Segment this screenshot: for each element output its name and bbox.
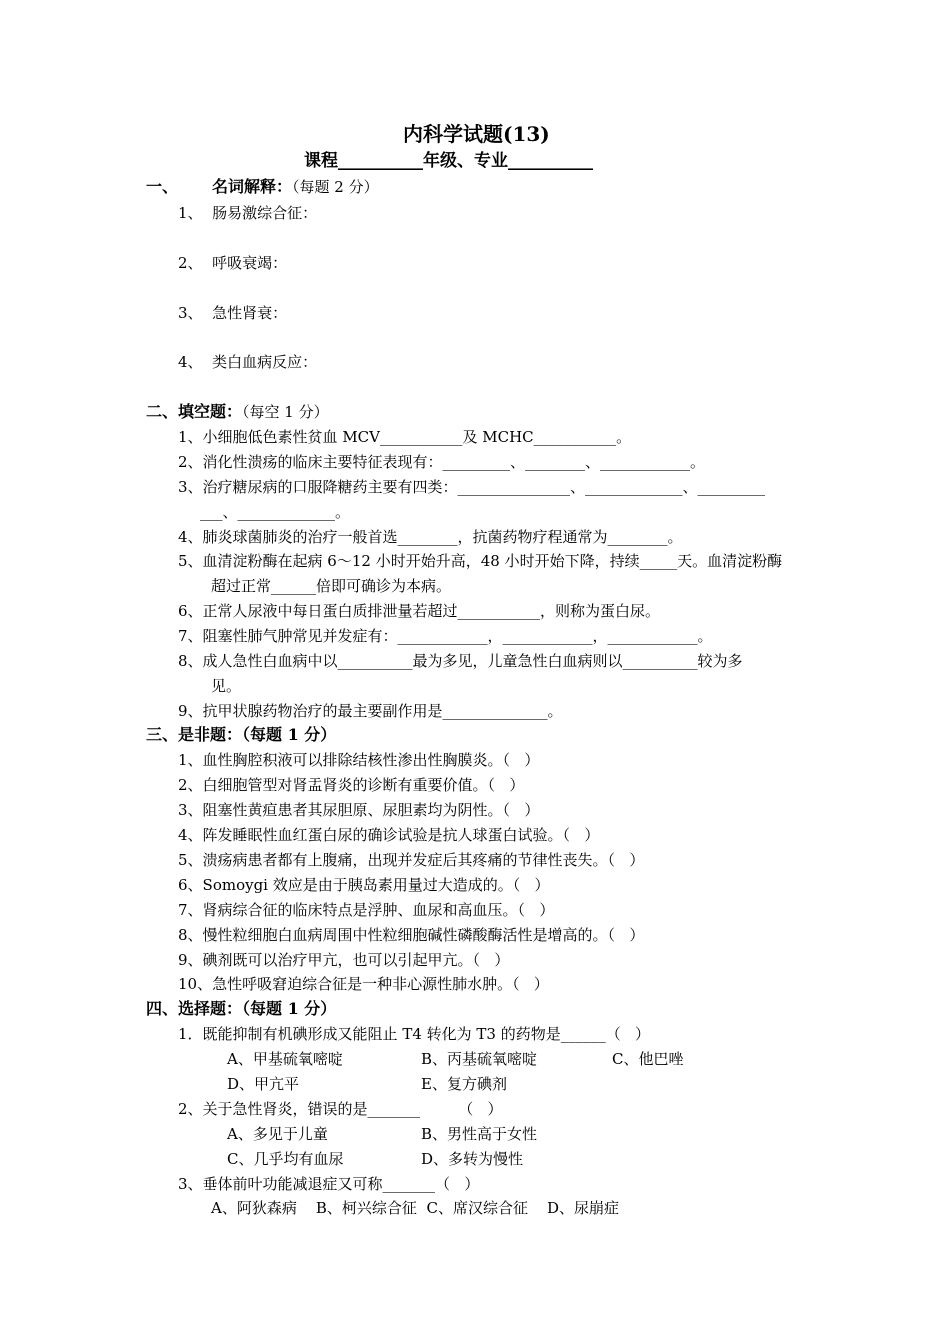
section4-title: 四、选择题： (146, 999, 243, 1018)
fill-question: 6、正常人尿液中每日蛋白质排泄量若超过___________，则称为蛋白尿。 (178, 602, 661, 620)
section1-item: 3、 急性肾衰： (178, 304, 288, 322)
true-false-question: 10、急性呼吸窘迫综合征是一种非心源性肺水肿。（ ） (178, 975, 549, 993)
section2-heading (146, 402, 329, 422)
section1-note: （每题 2 分） (292, 178, 379, 196)
section3-note: （每题 1 分） (242, 725, 337, 744)
fill-question-cont: 见。 (211, 677, 242, 695)
choice-options-row: A、阿狄森病 B、柯兴综合征 C、席汉综合征 D、尿崩症 (211, 1199, 620, 1217)
section1-heading (212, 177, 379, 197)
true-false-question: 6、Somoygi 效应是由于胰岛素用量过大造成的。（ ） (178, 876, 550, 894)
choice-option: D、甲亢平 (227, 1075, 300, 1093)
section1-number: 一、 (146, 177, 179, 196)
fill-question-cont: 超过正常______倍即可确诊为本病。 (211, 577, 452, 595)
section2-note: （每空 1 分） (242, 403, 329, 421)
choice-question-stem: 1．既能抑制有机碘形成又能阻止 T4 转化为 T3 的药物是______（ ） (178, 1025, 651, 1043)
choice-option: E、复方碘剂 (421, 1075, 507, 1093)
choice-question-stem: 3、垂体前叶功能减退症又可称_______（ ） (178, 1175, 480, 1193)
course-grade-line: 课程__________年级、专业__________ (304, 151, 593, 171)
choice-option: B、丙基硫氧嘧啶 (421, 1050, 538, 1068)
choice-question-stem: 2、关于急性肾炎，错误的是_______ （ ） (178, 1100, 503, 1118)
fill-question: 4、肺炎球菌肺炎的治疗一般首选________，抗菌药物疗程通常为________。 (178, 528, 683, 546)
choice-option: A、多见于儿童 (227, 1125, 328, 1143)
true-false-question: 3、阻塞性黄疸患者其尿胆原、尿胆素均为阴性。（ ） (178, 801, 540, 819)
fill-question: 9、抗甲状腺药物治疗的最主要副作用是______________。 (178, 702, 563, 720)
section1-item: 4、 类白血病反应： (178, 353, 318, 371)
choice-option: D、多转为慢性 (421, 1150, 524, 1168)
section2-title: 二、填空题： (146, 402, 243, 421)
choice-option: B、男性高于女性 (421, 1125, 538, 1143)
fill-question: 7、阻塞性肺气肿常见并发症有：____________，____________，____________。 (178, 627, 713, 645)
fill-question: 2、消化性溃疡的临床主要特征表现有：_________、________、____________。 (178, 453, 706, 471)
section3-title: 三、是非题： (146, 725, 243, 744)
true-false-question: 9、碘剂既可以治疗甲亢，也可以引起甲亢。（ ） (178, 951, 510, 969)
choice-option: C、他巴唑 (612, 1050, 684, 1068)
choice-option: C、几乎均有血尿 (227, 1150, 344, 1168)
section4-note: （每题 1 分） (242, 999, 337, 1018)
section4-heading (146, 999, 336, 1019)
section3-heading (146, 725, 336, 745)
fill-question-cont: ___、_____________。 (200, 503, 351, 521)
section1-item: 1、 肠易激综合征： (178, 204, 318, 222)
true-false-question: 4、阵发睡眠性血红蛋白尿的确诊试验是抗人球蛋白试验。（ ） (178, 826, 600, 844)
true-false-question: 7、肾病综合征的临床特点是浮肿、血尿和高血压。（ ） (178, 901, 555, 919)
fill-question: 5、血清淀粉酶在起病 6～12 小时开始升高，48 小时开始下降，持续_____天。血清淀粉酶 (178, 552, 783, 570)
choice-option: A、甲基硫氧嘧啶 (227, 1050, 343, 1068)
fill-question: 3、治疗糖尿病的口服降糖药主要有四类：_______________、_____________、_________ (178, 478, 766, 496)
section1-item: 2、 呼吸衰竭： (178, 254, 288, 272)
true-false-question: 8、慢性粒细胞白血病周围中性粒细胞碱性磷酸酶活性是增高的。（ ） (178, 926, 645, 944)
fill-question: 8、成人急性白血病中以__________最为多见，儿童急性白血病则以__________较为多 (178, 652, 743, 670)
section1-title: 名词解释： (212, 177, 293, 196)
true-false-question: 1、血性胸腔积液可以排除结核性渗出性胸膜炎。（ ） (178, 751, 540, 769)
true-false-question: 2、白细胞管型对肾盂肾炎的诊断有重要价值。（ ） (178, 776, 525, 794)
page-title: 内科学试题(13) (403, 122, 550, 146)
true-false-question: 5、溃疡病患者都有上腹痛，出现并发症后其疼痛的节律性丧失。（ ） (178, 851, 645, 869)
fill-question: 1、小细胞低色素性贫血 MCV___________及 MCHC___________。 (178, 428, 632, 446)
